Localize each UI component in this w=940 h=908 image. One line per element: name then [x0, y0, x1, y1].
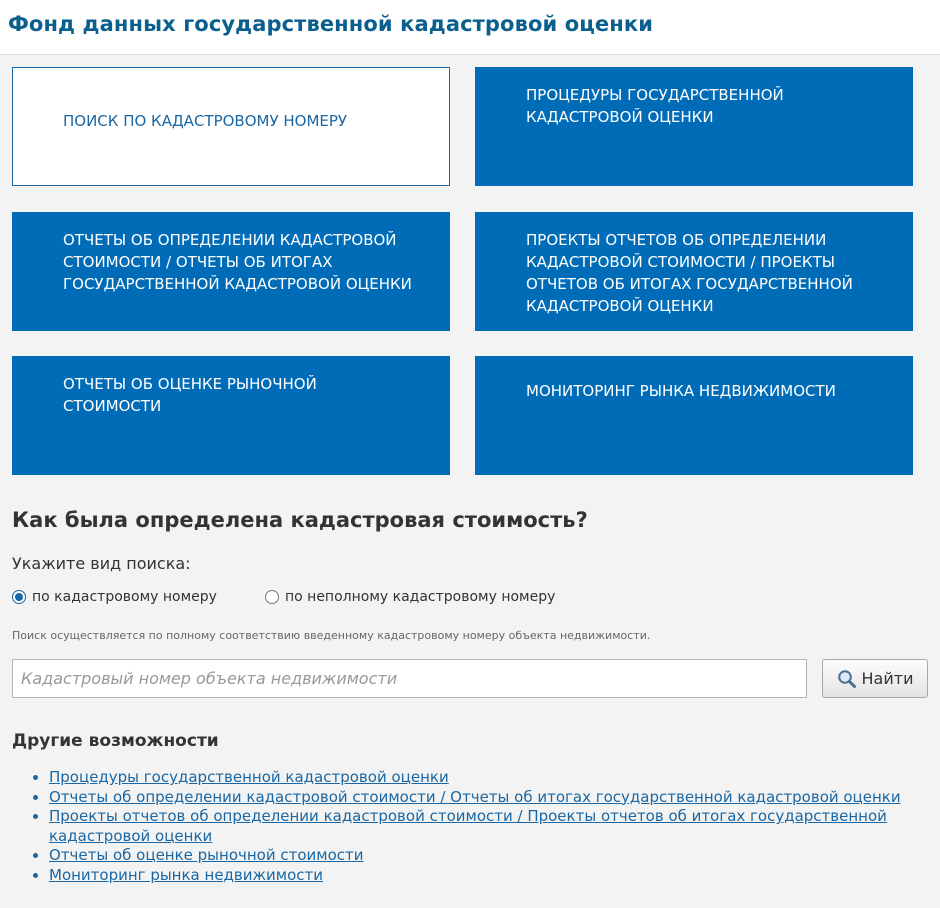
tile-procedures[interactable]: [475, 67, 913, 186]
find-button[interactable]: [822, 659, 928, 698]
tile-label: ПРОЦЕДУРЫ ГОСУДАРСТВЕННОЙ КАДАСТРОВОЙ ОЦЕНКИ: [526, 86, 784, 126]
list-item: [49, 788, 929, 808]
tile-market-monitoring[interactable]: [475, 356, 913, 475]
list-item: [49, 866, 929, 886]
tile-label: ОТЧЕТЫ ОБ ОПРЕДЕЛЕНИИ КАДАСТРОВОЙ СТОИМОСТИ / ОТЧЕТЫ ОБ ИТОГАХ ГОСУДАРСТВЕННОЙ КАДАСТРОВОЙ ОЦЕНКИ: [63, 231, 412, 293]
radio-full-number[interactable]: [12, 588, 217, 606]
cadastral-number-input[interactable]: [12, 659, 807, 698]
tile-label: ПРОЕКТЫ ОТЧЕТОВ ОБ ОПРЕДЕЛЕНИИ КАДАСТРОВОЙ СТОИМОСТИ / ПРОЕКТЫ ОТЧЕТОВ ОБ ИТОГАХ ГОСУДАРСТВЕННОЙ КАДАСТРОВОЙ ОЦЕНКИ: [526, 231, 853, 315]
search-section-title: Как была определена кадастровая стоимость?: [12, 508, 588, 532]
search-hint: Поиск осуществляется по полному соответствию введенному кадастровому номеру объекта недвижимости.: [12, 629, 651, 642]
list-item: [49, 807, 929, 846]
radio-label: по неполному кадастровому номеру: [285, 589, 556, 605]
radio-partial-number[interactable]: [265, 588, 555, 606]
search-icon: [837, 669, 857, 689]
tile-label: МОНИТОРИНГ РЫНКА НЕДВИЖИМОСТИ: [526, 382, 836, 400]
link-procedures[interactable]: Процедуры государственной кадастровой оценки: [49, 768, 449, 786]
search-type-label: Укажите вид поиска:: [12, 554, 191, 573]
tile-draft-reports[interactable]: [475, 212, 913, 331]
tile-valuation-reports[interactable]: [12, 212, 450, 331]
radio-button[interactable]: [265, 590, 279, 604]
link-valuation-reports[interactable]: Отчеты об определении кадастровой стоимости / Отчеты об итогах государственной кадастровой оценки: [49, 787, 901, 806]
link-market-monitoring[interactable]: Мониторинг рынка недвижимости: [49, 865, 323, 884]
radio-label: по кадастровому номеру: [32, 589, 217, 605]
tile-market-value-reports[interactable]: [12, 356, 450, 475]
list-item: [49, 846, 929, 866]
list-item: [49, 768, 929, 788]
other-options-list: [32, 768, 929, 885]
find-button-label: Найти: [861, 669, 914, 688]
page-title: Фонд данных государственной кадастровой оценки: [8, 12, 654, 36]
tile-label: ОТЧЕТЫ ОБ ОЦЕНКЕ РЫНОЧНОЙ СТОИМОСТИ: [63, 375, 317, 415]
link-draft-reports[interactable]: Проекты отчетов об определении кадастровой стоимости / Проекты отчетов об итогах государственной кадастровой оценки: [49, 807, 887, 845]
tile-cadastral-search[interactable]: [12, 67, 450, 186]
page-header: [0, 0, 940, 55]
radio-button-selected[interactable]: [12, 590, 26, 604]
tile-label: ПОИСК ПО КАДАСТРОВОМУ НОМЕРУ: [63, 112, 348, 130]
other-options-title: Другие возможности: [12, 731, 219, 751]
link-market-value-reports[interactable]: Отчеты об оценке рыночной стоимости: [49, 846, 364, 864]
